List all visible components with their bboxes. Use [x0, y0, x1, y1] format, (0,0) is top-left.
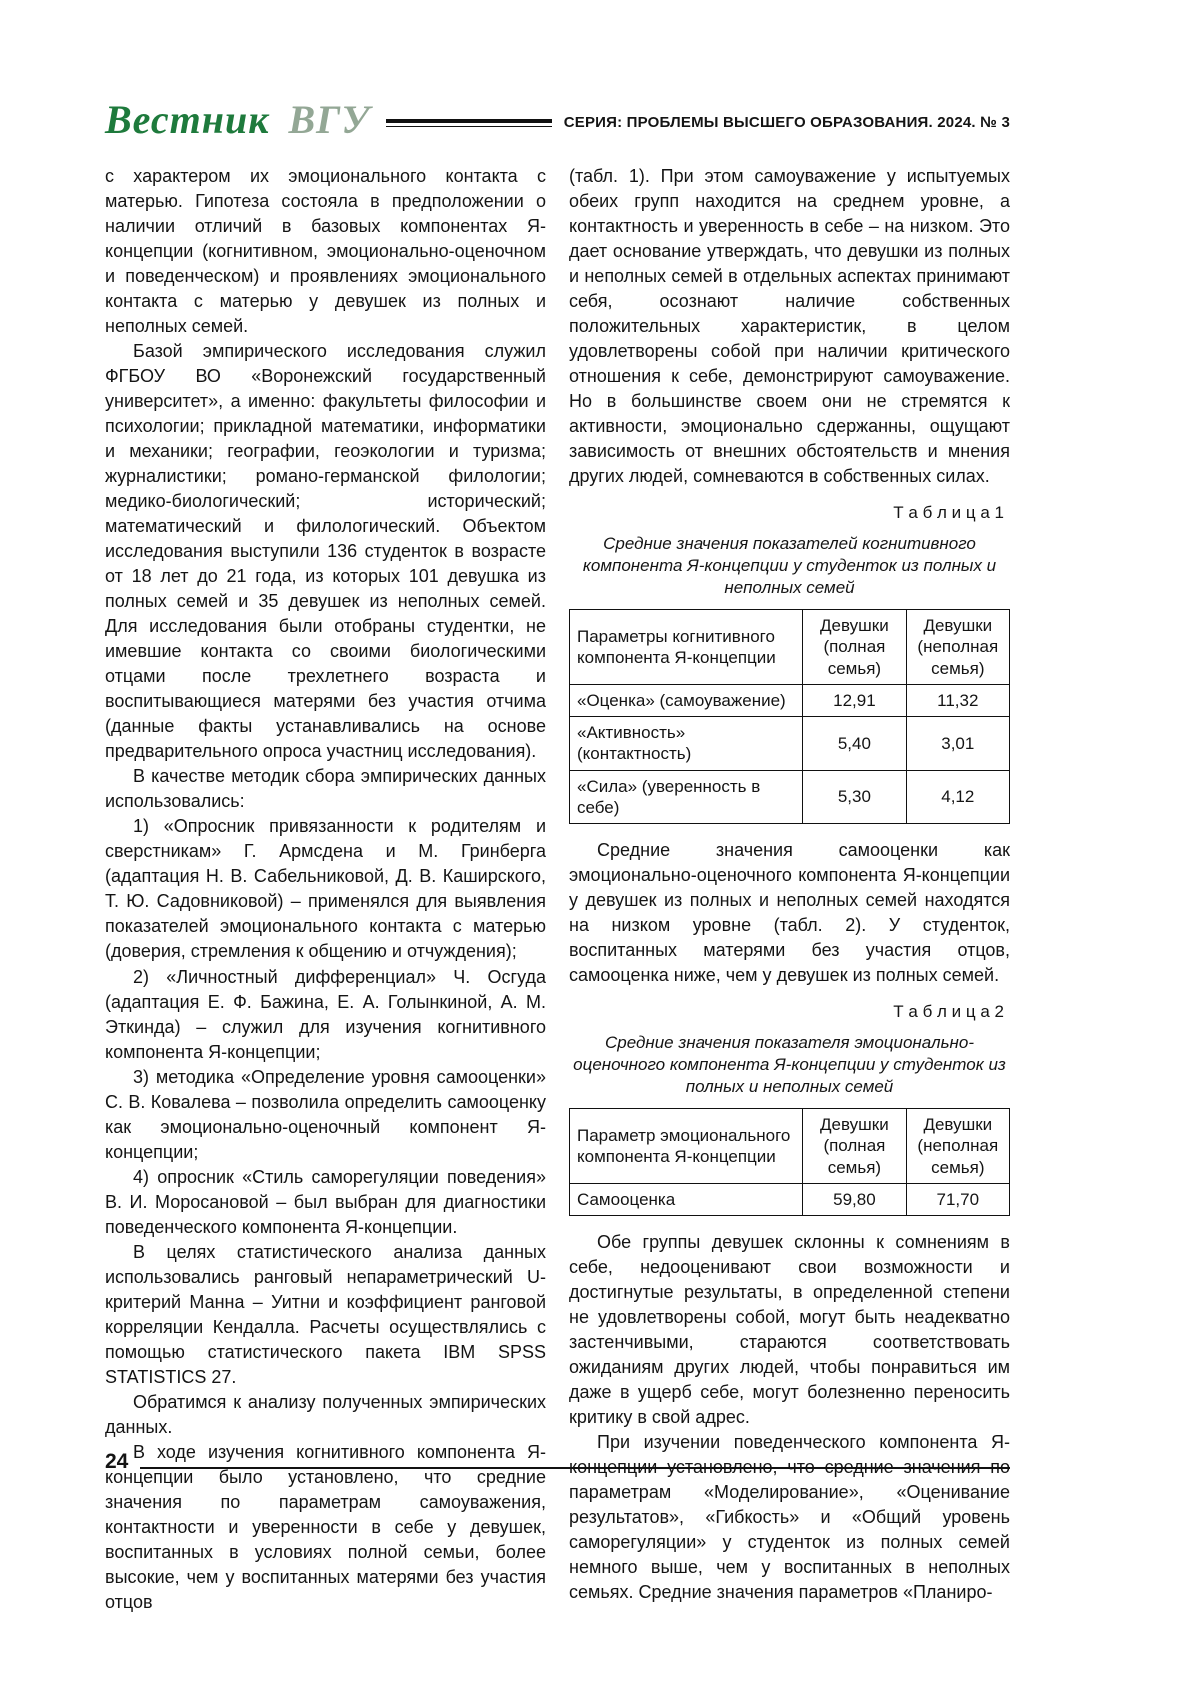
paragraph: При изучении поведенческого компонента Я-концепции установлено, что средние значения по параметрам «Моделирование», «Оценивание результатов», «Гибкость» и «Общий уровень саморегуляции» у студенток из полных семей немного выше, чем у воспитанных в неполных семьях. Средние значения параметров «Планиро- — [569, 1432, 1010, 1603]
page-footer — [105, 1450, 1010, 1474]
paragraph: с характером их эмоционального контакта с матерью. Гипотеза состояла в предположении о наличии отличий в базовых компонентах Я-концепции (когнитивном, эмоционально-оценочном и поведенческом) и проявлениях эмоционального контакта с матерью у девушек из полных и неполных семей. — [105, 166, 546, 337]
paragraph-list-item: 3) методика «Определение уровня самооценки» С. В. Ковалева – позволила определить самооценку как эмоционально-оценочный компонент Я-концепции; — [105, 1066, 546, 1162]
journal-logo — [105, 97, 371, 142]
table-row — [570, 770, 1010, 824]
page-header — [105, 97, 1010, 142]
paragraph: В целях статистического анализа данных использовались ранговый непараметрический U-критерий Манна – Уитни и коэффициент ранговой корреляции Кендалла. Расчеты осуществлялись с помощью статистического пакета IBM SPSS STATISTICS 27. — [105, 1241, 546, 1387]
paragraph: Обратимся к анализу полученных эмпирических данных. — [105, 1391, 546, 1437]
journal-logo-word-vgu: ВГУ — [288, 97, 371, 142]
table2-header-cell: Девушки (неполная семья) — [906, 1109, 1009, 1184]
paragraph: В ходе изучения когнитивного компонента Я-концепции было установлено, что средние значения по параметрам самоуважения, контактности и уверенности в себе у девушек, воспитанных в условиях полной семьи, более высокие, чем у воспитанных матерями без участия отцов — [105, 1441, 546, 1612]
footer-rule — [140, 1467, 1010, 1469]
table1-param-cell: «Сила» (уверенность в себе) — [570, 770, 803, 824]
table2-header-cell: Параметр эмоционального компонента Я-концепции — [570, 1109, 803, 1184]
table1-caption: Средние значения показателей когнитивного компонента Я-концепции у студенток из полных и неполных семей — [582, 533, 997, 598]
table-row — [570, 1183, 1010, 1215]
table1-param-cell: «Активность» (контактность) — [570, 717, 803, 771]
table1-header-cell: Девушки (неполная семья) — [906, 610, 1009, 685]
journal-logo-word-vestnik: Вестник — [105, 97, 270, 142]
table-row — [570, 684, 1010, 716]
table1 — [569, 609, 1010, 824]
left-column — [105, 164, 546, 1615]
paragraph: В качестве методик сбора эмпирических данных использовались: — [105, 766, 546, 812]
table1-header-cell: Параметры когнитивного компонента Я-концепции — [570, 610, 803, 685]
paragraph: Обе группы девушек склонны к сомнениям в себе, недооценивают свои возможности и достигнутые результаты, в определенной степени не удовлетворены собой, могут быть неадекватно застенчивыми, стараются соответствовать ожиданиям других людей, чтобы понравиться им даже в ущерб себе, могут болезненно переносить критику в свой адрес. — [569, 1232, 1010, 1428]
table1-value-cell: 4,12 — [906, 770, 1009, 824]
table1-param-cell: «Оценка» (самоуважение) — [570, 684, 803, 716]
paragraph: (табл. 1). При этом самоуважение у испытуемых обеих групп находится на среднем уровне, а контактность и уверенность в себе – на низком. Это дает основание утверждать, что девушки из полных и неполных семей в отдельных аспектах принимают себя, осознают наличие собственных положительных характеристик, в целом удовлетворены собой при наличии критического отношения к себе, демонстрируют самоуважение. Но в большинстве своем они не стремятся к активности, эмоционально сдержанны, ощущают зависимость от внешних обстоятельств и мнения других людей, сомневаются в собственных силах. — [569, 166, 1010, 487]
table-row — [570, 717, 1010, 771]
table2-header-row — [570, 1109, 1010, 1184]
paragraph-list-item: 1) «Опросник привязанности к родителям и сверстникам» Г. Армсдена и М. Гринберга (адаптация Н. В. Сабельниковой, Д. В. Каширского, Т. Ю. Садовниковой) – применялся для выявления показателей эмоционального контакта с матерью (доверия, стремления к общению и отчуждения); — [105, 816, 546, 962]
table2-param-cell: Самооценка — [570, 1183, 803, 1215]
table1-value-cell: 3,01 — [906, 717, 1009, 771]
right-column — [569, 164, 1010, 1615]
paragraph: Базой эмпирического исследования служил ФГБОУ ВО «Воронежский государственный университет», а именно: факультеты философии и психологии; прикладной математики, информатики и механики; географии, геоэкологии и туризма; журналистики; романо-германской филологии; медико-биологический; исторический; математический и филологический. Объектом исследования выступили 136 студенток в возрасте от 18 лет до 21 года, из которых 101 девушка из полных семей и 35 девушек из неполных семей. Для исследования были отобраны студентки, не имевшие контакта со своими биологическими отцами после трехлетнего возраста и воспитывающиеся матерями без участия отчима (данные факты устанавливались на основе предварительного опроса участниц исследования). — [105, 341, 546, 762]
table1-header-cell: Девушки (полная семья) — [803, 610, 906, 685]
table2 — [569, 1108, 1010, 1216]
paragraph-list-item: 2) «Личностный дифференциал» Ч. Осгуда (адаптация Е. Ф. Бажина, Е. А. Голынкиной, А. М. Эткинда) – служил для изучения когнитивного компонента Я-концепции; — [105, 966, 546, 1062]
series-title: СЕРИЯ: ПРОБЛЕМЫ ВЫСШЕГО ОБРАЗОВАНИЯ. 2024. № 3 — [563, 113, 1010, 131]
table2-caption: Средние значения показателя эмоционально-оценочного компонента Я-концепции у студенток из полных и неполных семей — [573, 1032, 1006, 1097]
table2-value-cell: 71,70 — [906, 1183, 1009, 1215]
paragraph-list-item: 4) опросник «Стиль саморегуляции поведения» В. И. Моросановой – был выбран для диагностики поведенческого компонента Я-концепции. — [105, 1166, 546, 1237]
two-column-body — [105, 164, 1010, 1615]
table1-value-cell: 5,30 — [803, 770, 906, 824]
header-double-rule — [386, 119, 552, 127]
paragraph: Средние значения самооценки как эмоционально-оценочного компонента Я-концепции у девушек из полных и неполных семей находятся на низком уровне (табл. 2). У студенток, воспитанных матерями без участия отцов, самооценка ниже, чем у девушек из полных семей. — [569, 840, 1010, 986]
page-number: 24 — [105, 1450, 129, 1473]
table2-value-cell: 59,80 — [803, 1183, 906, 1215]
table1-value-cell: 5,40 — [803, 717, 906, 771]
table2-header-cell: Девушки (полная семья) — [803, 1109, 906, 1184]
table1-header-row — [570, 610, 1010, 685]
table1-value-cell: 11,32 — [906, 684, 1009, 716]
table2-label: Т а б л и ц а 2 — [893, 1002, 1004, 1022]
table1-value-cell: 12,91 — [803, 684, 906, 716]
table1-label: Т а б л и ц а 1 — [893, 503, 1004, 523]
